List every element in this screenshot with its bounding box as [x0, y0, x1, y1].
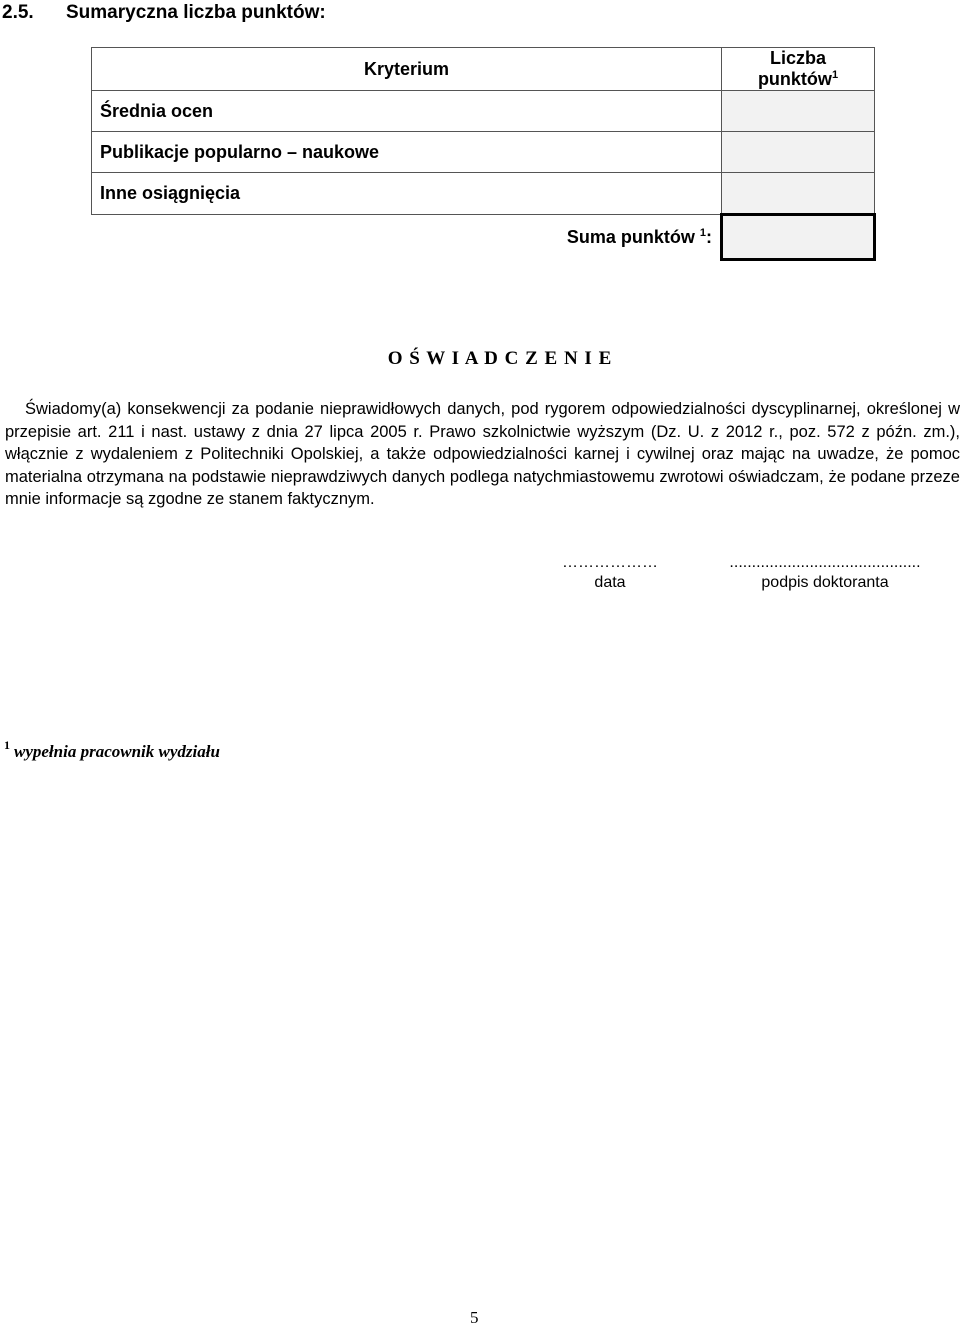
- points-header: [722, 48, 875, 91]
- footnote: [4, 738, 220, 762]
- declaration-title: O Ś W I A D C Z E N I E: [387, 348, 613, 369]
- criterion-cell: Publikacje popularno – naukowe: [92, 132, 722, 173]
- table-row: [92, 173, 875, 215]
- page-number: 5: [470, 1308, 479, 1327]
- sum-row: [92, 215, 875, 260]
- criterion-header: Kryterium: [92, 48, 722, 91]
- sum-footnote: 1: [699, 226, 706, 239]
- date-signature-block: [556, 554, 664, 592]
- footnote-number: 1: [4, 738, 10, 752]
- table-header-row: [92, 48, 875, 91]
- sum-colon: :: [706, 226, 712, 247]
- section-number: 2.5.: [2, 2, 34, 23]
- footnote-text: wypełnia pracownik wydziału: [14, 742, 220, 761]
- sum-value-box[interactable]: [722, 215, 875, 260]
- sum-label-text: Suma punktów: [566, 226, 695, 247]
- points-cell[interactable]: [722, 173, 875, 215]
- points-cell[interactable]: [722, 132, 875, 173]
- date-dots: ………………: [562, 554, 658, 571]
- points-table: [91, 47, 876, 261]
- points-header-footnote: 1: [831, 69, 839, 81]
- criterion-cell: Średnia ocen: [92, 91, 722, 132]
- section-heading: [2, 0, 326, 26]
- declaration-text: Świadomy(a) konsekwencji za podanie nieprawidłowych danych, pod rygorem odpowiedzialności dyscyplinarnej, określonej w przepisie art. 211 i nast. ustawy z dnia 27 lipca 2005 r. Prawo szkolnictwie wyższym (Dz. U. z 2012 r., poz. 572 z późn. zm.), włącznie z wydaleniem z Politechniki Opolskiej, a także odpowiedzialności karnej i cywilnej oraz mając na uwadze, że pomoc materialna otrzymana na podstawie nieprawdziwych danych podlega natychmiastowemu zwrotowi oświadczam, że podane przeze mnie informacje są zgodne ze stanem faktycznym.: [5, 400, 960, 508]
- date-label: data: [594, 574, 626, 591]
- section-title: Sumaryczna liczba punktów:: [66, 2, 326, 23]
- criterion-cell: Inne osiągnięcia: [92, 173, 722, 215]
- table-row: [92, 132, 875, 173]
- sum-label: [92, 215, 722, 260]
- points-header-label: Liczba punktów: [757, 48, 832, 89]
- signature-label: podpis doktoranta: [761, 574, 889, 591]
- doctoral-signature-block: [694, 554, 956, 592]
- table-row: [92, 91, 875, 132]
- signature-dots: ...........................................: [729, 554, 921, 571]
- points-cell[interactable]: [722, 91, 875, 132]
